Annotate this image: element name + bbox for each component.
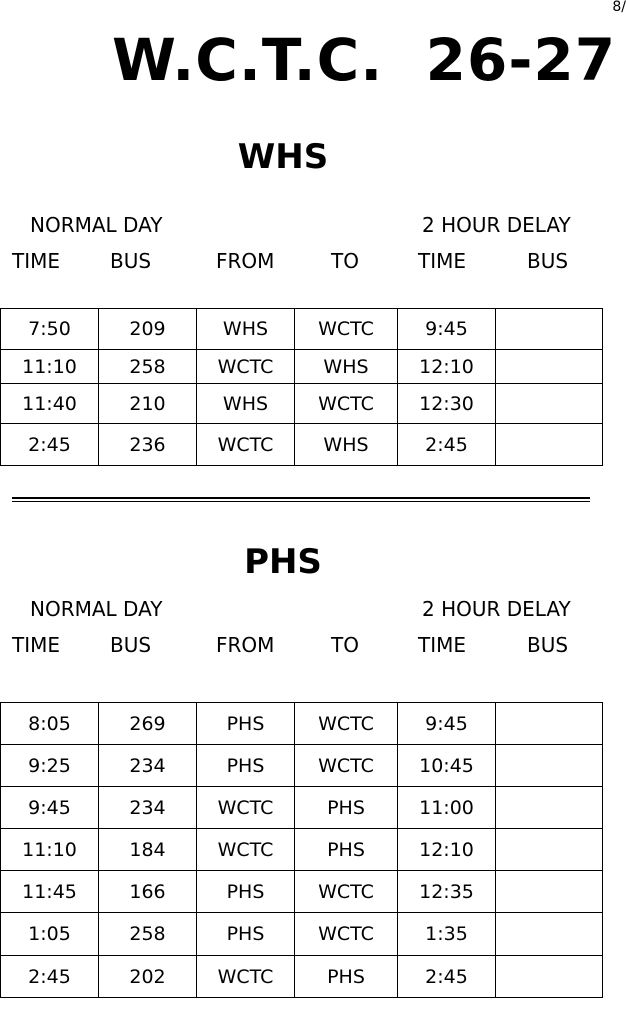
whs-schedule-table xyxy=(0,308,603,466)
delay-time-cell: 12:35 xyxy=(398,871,496,913)
phs-table-row xyxy=(1,787,603,829)
bus-cell: 184 xyxy=(99,829,197,871)
phs-table-row xyxy=(1,703,603,745)
time-cell: 11:10 xyxy=(1,350,99,384)
bus-cell: 166 xyxy=(99,871,197,913)
from-cell: PHS xyxy=(197,745,295,787)
phs-col-delay-time: TIME xyxy=(418,633,467,657)
whs-col-from: FROM xyxy=(216,249,275,273)
time-cell: 9:45 xyxy=(1,787,99,829)
whs-table-row xyxy=(1,309,603,350)
to-cell: PHS xyxy=(295,829,398,871)
time-cell: 11:45 xyxy=(1,871,99,913)
delay-bus-cell xyxy=(496,309,603,350)
phs-table-row xyxy=(1,829,603,871)
bus-cell: 258 xyxy=(99,350,197,384)
bus-cell: 269 xyxy=(99,703,197,745)
from-cell: WCTC xyxy=(197,424,295,466)
to-cell: PHS xyxy=(295,787,398,829)
phs-table-row xyxy=(1,871,603,913)
to-cell: WHS xyxy=(295,350,398,384)
delay-time-cell: 12:10 xyxy=(398,829,496,871)
phs-table-row xyxy=(1,913,603,956)
section-divider-inner xyxy=(12,501,590,502)
from-cell: WCTC xyxy=(197,956,295,998)
whs-heading: WHS xyxy=(237,137,329,177)
to-cell: WHS xyxy=(295,424,398,466)
section-divider xyxy=(12,497,590,499)
to-cell: WCTC xyxy=(295,871,398,913)
delay-bus-cell xyxy=(496,829,603,871)
whs-delay-label: 2 HOUR DELAY xyxy=(422,213,571,237)
time-cell: 11:40 xyxy=(1,384,99,424)
delay-bus-cell xyxy=(496,350,603,384)
phs-col-delay-bus: BUS xyxy=(527,633,569,657)
from-cell: WCTC xyxy=(197,787,295,829)
bus-cell: 234 xyxy=(99,745,197,787)
time-cell: 2:45 xyxy=(1,956,99,998)
delay-time-cell: 12:10 xyxy=(398,350,496,384)
phs-normal-day-label: NORMAL DAY xyxy=(30,597,163,621)
from-cell: PHS xyxy=(197,871,295,913)
time-cell: 7:50 xyxy=(1,309,99,350)
from-cell: PHS xyxy=(197,913,295,956)
delay-time-cell: 11:00 xyxy=(398,787,496,829)
from-cell: WCTC xyxy=(197,350,295,384)
to-cell: WCTC xyxy=(295,384,398,424)
whs-col-bus: BUS xyxy=(110,249,152,273)
delay-time-cell: 2:45 xyxy=(398,424,496,466)
document-title: W.C.T.C. 26-27 xyxy=(112,26,617,94)
bus-cell: 202 xyxy=(99,956,197,998)
from-cell: WHS xyxy=(197,384,295,424)
time-cell: 11:10 xyxy=(1,829,99,871)
bus-cell: 209 xyxy=(99,309,197,350)
delay-time-cell: 9:45 xyxy=(398,309,496,350)
whs-normal-day-label: NORMAL DAY xyxy=(30,213,163,237)
phs-col-from: FROM xyxy=(216,633,275,657)
from-cell: PHS xyxy=(197,703,295,745)
delay-bus-cell xyxy=(496,956,603,998)
delay-time-cell: 9:45 xyxy=(398,703,496,745)
bus-cell: 236 xyxy=(99,424,197,466)
phs-col-time: TIME xyxy=(12,633,61,657)
phs-table-row xyxy=(1,956,603,998)
delay-bus-cell xyxy=(496,913,603,956)
phs-schedule-table xyxy=(0,702,603,998)
delay-time-cell: 10:45 xyxy=(398,745,496,787)
from-cell: WCTC xyxy=(197,829,295,871)
delay-bus-cell xyxy=(496,871,603,913)
whs-table-row xyxy=(1,424,603,466)
whs-table-row xyxy=(1,350,603,384)
from-cell: WHS xyxy=(197,309,295,350)
time-cell: 8:05 xyxy=(1,703,99,745)
to-cell: WCTC xyxy=(295,745,398,787)
time-cell: 2:45 xyxy=(1,424,99,466)
phs-table-row xyxy=(1,745,603,787)
time-cell: 9:25 xyxy=(1,745,99,787)
to-cell: PHS xyxy=(295,956,398,998)
delay-time-cell: 12:30 xyxy=(398,384,496,424)
delay-bus-cell xyxy=(496,384,603,424)
bus-cell: 210 xyxy=(99,384,197,424)
delay-time-cell: 1:35 xyxy=(398,913,496,956)
whs-col-to: TO xyxy=(331,249,359,273)
phs-delay-label: 2 HOUR DELAY xyxy=(422,597,571,621)
delay-time-cell: 2:45 xyxy=(398,956,496,998)
to-cell: WCTC xyxy=(295,703,398,745)
bus-cell: 234 xyxy=(99,787,197,829)
phs-heading: PHS xyxy=(244,542,322,582)
phs-col-bus: BUS xyxy=(110,633,152,657)
whs-col-delay-bus: BUS xyxy=(527,249,569,273)
page-number-fragment: 8/ xyxy=(612,0,626,15)
delay-bus-cell xyxy=(496,745,603,787)
whs-col-delay-time: TIME xyxy=(418,249,467,273)
delay-bus-cell xyxy=(496,703,603,745)
whs-col-time: TIME xyxy=(12,249,61,273)
delay-bus-cell xyxy=(496,787,603,829)
to-cell: WCTC xyxy=(295,309,398,350)
to-cell: WCTC xyxy=(295,913,398,956)
phs-col-to: TO xyxy=(331,633,359,657)
whs-table-row xyxy=(1,384,603,424)
bus-cell: 258 xyxy=(99,913,197,956)
delay-bus-cell xyxy=(496,424,603,466)
time-cell: 1:05 xyxy=(1,913,99,956)
